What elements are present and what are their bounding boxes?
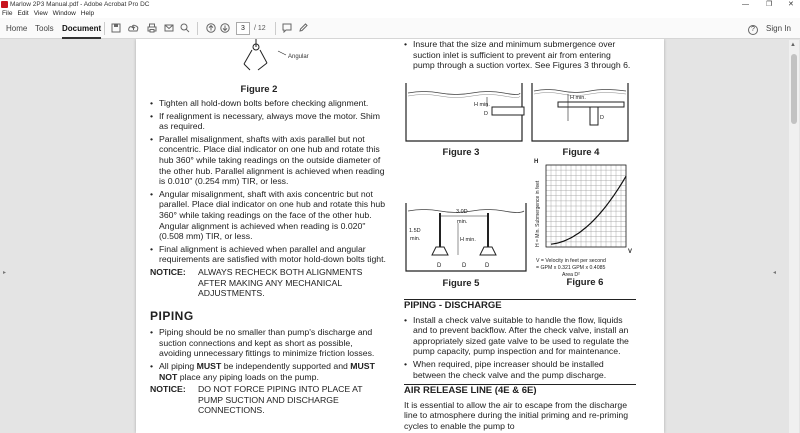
list-item: • Tighten all hold-down bolts before checking alignment. [150,98,386,109]
figure-2-angular-label: Angular [288,54,309,60]
piping-not: NOT [159,371,178,382]
save-icon[interactable] [110,23,121,34]
fig6-formula-line3: Area D² [562,272,580,278]
previous-page-icon[interactable] [205,23,216,34]
search-icon[interactable] [179,23,190,34]
tab-home[interactable]: Home [6,24,28,33]
comment-icon[interactable] [281,23,292,34]
notice-force-piping [150,384,386,416]
restore-button[interactable]: ❐ [766,1,773,8]
piping-must: MUST [196,361,222,372]
figure-3-caption: Figure 3 [442,147,480,158]
help-button[interactable] [748,18,758,39]
alignment-bullet-list [150,98,386,265]
email-icon[interactable] [163,23,174,34]
fig3-d-label: D [484,111,488,117]
fig5-d-label: D [462,263,467,269]
minimize-button[interactable]: — [742,1,749,8]
toolbar-divider [275,22,276,35]
fig6-formula-line1: V = Velocity in feet per second [536,258,606,264]
left-panel-toggle-icon[interactable]: ▸ [3,270,7,276]
discharge-heading: PIPING - DISCHARGE [404,299,636,312]
air-release-heading: AIR RELEASE LINE (4E & 6E) [404,384,636,397]
piping-bullet-list [150,327,386,382]
right-column-top [404,39,634,73]
fig6-y-axis-title: H = Min. Submergence in feet [535,180,541,247]
fig5-15d-label: 1.5D [409,228,421,234]
sign-in-button[interactable]: Sign In [766,24,791,33]
fig4-d-label: D [600,115,604,121]
figure-4-diagram [530,81,630,149]
fig4-hmin-label: H min. [570,95,586,101]
figure-6-caption: Figure 6 [566,277,604,288]
fig3-hmin-label: H min. [474,102,490,108]
fig6-grid [546,165,626,247]
tab-document[interactable]: Document [62,18,101,39]
figure-3-diagram [404,81,526,149]
figure-4-caption: Figure 4 [562,147,600,158]
right-panel-toggle-icon[interactable]: ◂ [773,270,777,276]
list-item: • Final alignment is achieved when parallel and angular requirements are satisfied with motor hold-down bolts tight. [150,244,386,265]
fig5-d-label: D [485,263,490,269]
discharge-bullet-list [404,315,636,381]
title-bar [0,0,800,9]
fig6-formula-line2: = GPM x 0.321 GPM x 0.4085 [536,265,606,271]
menu-file[interactable]: File [2,10,13,17]
menu-bar [0,9,800,18]
document-viewport[interactable] [0,39,800,433]
page-total: / 12 [254,25,266,32]
print-icon[interactable] [146,23,157,34]
menu-view[interactable]: View [33,10,48,17]
list-item: • Angular misalignment, shaft with axis concentric but not parallel. Place dial indicator on one hub and rotate this hub 360° while taking readings on the face of the other hub. Angular alignment is achieved when reading is 0.020" (0.508 mm) TIR, or less. [150,189,386,242]
fig6-curve [551,176,626,244]
list-item: • Piping should be no smaller than pump's discharge and suction connections and kept as short as possible, avoiding unnecessary fittings to minimize friction losses. [150,327,386,359]
fig5-15min-label: min. [410,236,421,242]
scroll-thumb[interactable] [791,54,797,124]
notice-text: ALWAYS RECHECK BOTH ALIGNMENTS AFTER MAKING ANY MECHANICAL ADJUSTMENTS. [198,266,363,299]
list-item: • Insure that the size and minimum submergence over suction inlet is sufficient to prevent air from entering pump through a suction vortex. See Figures 3 through 6. [404,39,634,71]
vertical-scrollbar[interactable] [789,40,799,433]
list-item: • Parallel misalignment, shafts with axis parallel but not concentric. Place dial indicator on one hub and rotate this hub 360° while taking readings on the outside diameter of the other hub. Parallel alignment is achieved when reading is 0.010" (0.254 mm) TIR, or less. [150,134,386,187]
pen-icon[interactable] [297,23,308,34]
menu-window[interactable]: Window [52,10,76,17]
notice-recheck [150,267,386,299]
figure-2-diagram [236,39,326,75]
list-item [150,361,386,382]
list-item: • If realignment is necessary, always move the motor. Shim as required. [150,111,386,132]
piping-heading: PIPING [150,308,194,323]
figure-5-caption: Figure 5 [442,278,480,289]
close-button[interactable]: ✕ [788,1,794,8]
piping-text: All piping [159,361,197,372]
page-number-input[interactable]: 3 [236,22,250,35]
toolbar-divider [104,22,105,35]
notice-text: DO NOT FORCE PIPING INTO PLACE AT PUMP SUCTION AND DISCHARGE CONNECTIONS. [198,384,363,416]
fig6-h-axis-label: H [534,159,539,165]
figure-6-chart [532,157,636,289]
piping-must: MUST [350,361,375,372]
cloud-upload-icon[interactable] [128,23,139,34]
acrobat-app-icon [1,1,8,8]
fig5-3d-label: 3.0D [456,209,468,215]
left-column [150,98,386,418]
fig5-min-label: min. [457,219,468,225]
figure-5-diagram [404,163,530,277]
list-item: • When required, pipe increaser should be installed between the check valve and the pump discharge. [404,359,636,380]
piping-text: be independently supported and [221,361,351,372]
scroll-up-icon[interactable]: ▲ [790,42,796,48]
fig5-hmin-label: H min. [460,237,476,243]
air-release-text: It is essential to allow the air to escape from the discharge line to atmosphere during the initial priming and re-priming cycles to enable the pump to [404,399,629,431]
notice-label: NOTICE: [150,266,186,277]
piping-text: place any piping loads on the pump. [177,371,319,382]
help-icon: ? [748,25,758,35]
notice-label: NOTICE: [150,384,186,395]
menu-edit[interactable]: Edit [17,10,29,17]
next-page-icon[interactable] [219,23,230,34]
list-item: • Install a check valve suitable to handle the flow, liquids and to prevent backflow. After the check valve, install an appropriately sized gate valve to be used to regulate the pump capacity, pump inspection and for maintenance. [404,315,636,357]
fig6-v-axis-label: V [628,249,633,255]
toolbar-divider [197,22,198,35]
toolbar [0,18,800,39]
menu-help[interactable]: Help [80,10,95,17]
tab-tools[interactable]: Tools [35,24,54,33]
pdf-page [136,39,664,433]
fig5-d-label: D [437,263,442,269]
figure-2-caption: Figure 2 [240,84,278,95]
window-title: Marlow 2P3 Manual.pdf - Adobe Acrobat Pro DC [10,1,150,8]
right-column-bottom [404,295,636,432]
